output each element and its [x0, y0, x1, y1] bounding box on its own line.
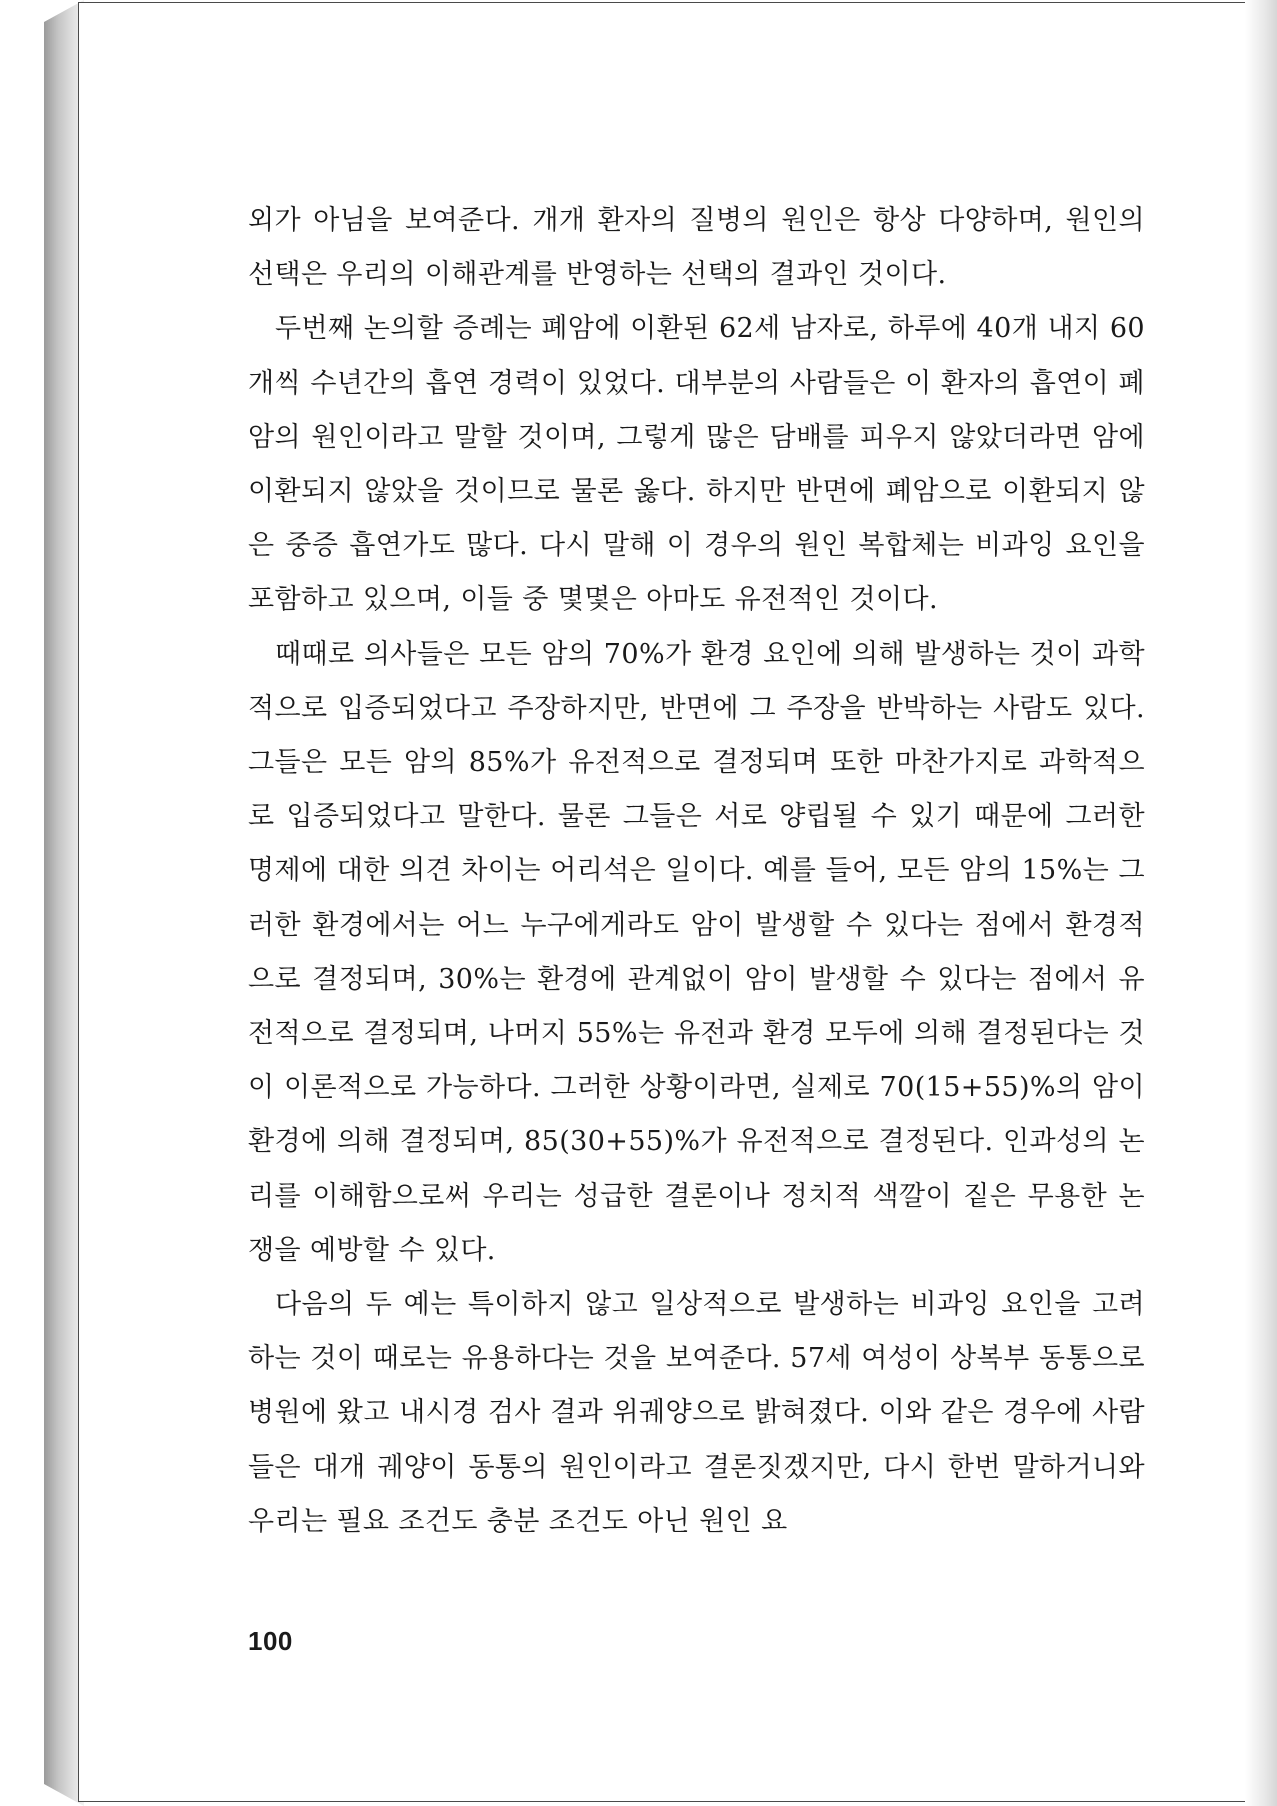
paragraph-3: 때때로 의사들은 모든 암의 70%가 환경 요인에 의해 발생하는 것이 과학적으로 입증되었다고 주장하지만, 반면에 그 주장을 반박하는 사람도 있다. 그들은 모든 암의 85%가 유전적으로 결정되며 또한 마찬가지로 과학적으로 입증되었다고 말한다. 물론 그들은 서로 양립될 수 있기 때문에 그러한 명제에 대한 의견 차이는 어리석은 일이다. 예를 들어, 모든 암의 15%는 그러한 환경에서는 어느 누구에게라도 암이 발생할 수 있다는 점에서 환경적으로 결정되며, 30%는 환경에 관계없이 암이 발생할 수 있다는 점에서 유전적으로 결정되며, 나머지 55%는 유전과 환경 모두에 의해 결정된다는 것이 이론적으로 가능하다. 그러한 상황이라면, 실제로 70(15+55)%의 암이 환경에 의해 결정되며, 85(30+55)%가 유전적으로 결정된다. 인과성의 논리를 이해함으로써 우리는 성급한 결론이나 정치적 색깔이 짙은 무용한 논쟁을 예방할 수 있다. [248, 638, 1145, 1266]
body-text [248, 194, 1145, 1549]
paragraph-1: 외가 아님을 보여준다. 개개 환자의 질병의 원인은 항상 다양하며, 원인의 선택은 우리의 이해관계를 반영하는 선택의 결과인 것이다. [248, 205, 1145, 291]
paragraph-4: 다음의 두 예는 특이하지 않고 일상적으로 발생하는 비과잉 요인을 고려하는 것이 때로는 유용하다는 것을 보여준다. 57세 여성이 상복부 동통으로 병원에 왔고 내시경 검사 결과 위궤양으로 밝혀졌다. 이와 같은 경우에 사람들은 대개 궤양이 동통의 원인이라고 결론짓겠지만, 다시 한번 말하거니와 우리는 필요 조건도 충분 조건도 아닌 원인 요 [248, 1289, 1145, 1537]
page-right-shadow [1245, 0, 1277, 1806]
paragraph-2: 두번째 논의할 증례는 폐암에 이환된 62세 남자로, 하루에 40개 내지 60개씩 수년간의 흡연 경력이 있었다. 대부분의 사람들은 이 환자의 흡연이 폐암의 원인이라고 말할 것이며, 그렇게 많은 담배를 피우지 않았더라면 암에 이환되지 않았을 것이므로 물론 옳다. 하지만 반면에 폐암으로 이환되지 않은 중증 흡연가도 많다. 다시 말해 이 경우의 원인 복합체는 비과잉 요인을 포함하고 있으며, 이들 중 몇몇은 아마도 유전적인 것이다. [248, 313, 1145, 616]
page-number: 100 [248, 1626, 293, 1656]
